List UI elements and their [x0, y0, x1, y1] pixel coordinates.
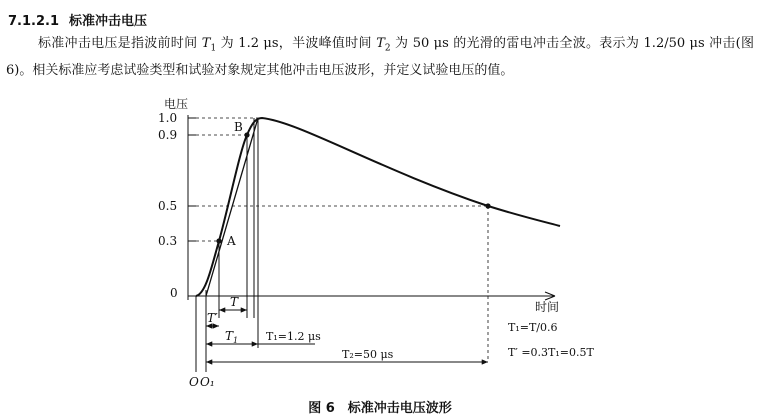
figure-caption: 图 6 标准冲击电压波形: [308, 401, 452, 416]
label-T: T: [230, 295, 239, 309]
symbol-t1: T: [201, 36, 211, 51]
point-a: [216, 238, 221, 243]
symbol-t2: T: [376, 36, 385, 51]
formula-1: T₁=T/0.6: [508, 321, 558, 334]
formula-2: T′ =0.3T₁=0.5T: [508, 346, 594, 359]
section-number: 7.1.2.1: [8, 14, 59, 29]
tick-1.0: 1.0: [158, 111, 178, 125]
tick-0: 0: [170, 286, 178, 300]
x-axis-arrow: [545, 292, 555, 296]
tick-0.5: 0.5: [158, 199, 178, 213]
label-T-prime: T′: [207, 311, 218, 325]
y-axis-label: 电压: [164, 97, 189, 111]
tick-0.9: 0.9: [158, 128, 178, 142]
label-point-a: A: [227, 234, 236, 248]
paragraph-text-3: 为 50 μs 的光滑的雷电冲击全波。表示为 1.2/50 μs 冲击(图 6)。相关标准应考虑试验类型和试验对象规定其他冲击电压波形，并定义试验电压的值。: [6, 36, 754, 78]
point-b: [244, 132, 249, 137]
front-line: [206, 118, 258, 296]
label-T1-eq: T₁=1.2 μs: [266, 330, 321, 343]
origin-O1: O₁: [200, 375, 215, 389]
symbol-t1-sub: 1: [210, 43, 217, 54]
origin-O: O: [189, 375, 199, 389]
paragraph-text-2: 为 1.2 μs，半波峰值时间: [216, 36, 377, 51]
label-T2-eq: T₂=50 μs: [342, 348, 394, 361]
tick-0.3: 0.3: [158, 234, 178, 248]
paragraph-text-1: 标准冲击电压是指波前时间: [38, 36, 202, 51]
label-T1: $T_1$: [225, 329, 239, 345]
point-t2: [485, 203, 490, 208]
label-point-b: B: [234, 120, 243, 134]
section-title: 标准冲击电压: [69, 14, 148, 29]
symbol-t2-sub: 2: [384, 43, 391, 54]
x-axis-label: 时间: [535, 300, 560, 314]
